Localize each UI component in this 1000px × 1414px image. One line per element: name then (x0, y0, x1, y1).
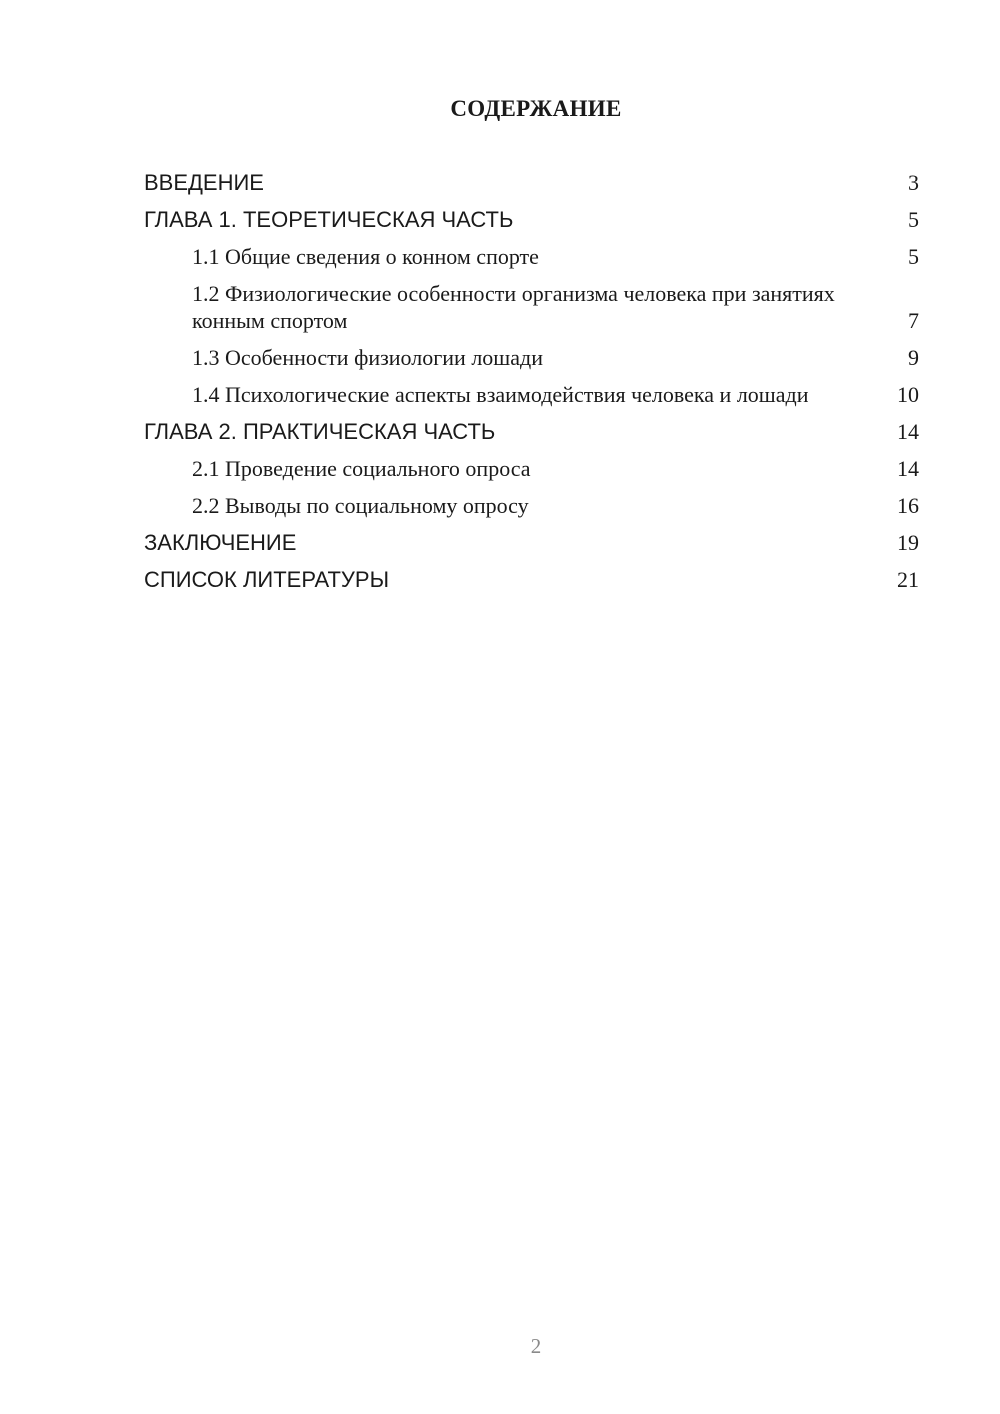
toc-entry-label: ГЛАВА 2. ПРАКТИЧЕСКАЯ ЧАСТЬ (144, 419, 496, 444)
toc-entry-page: 16 (897, 493, 919, 518)
toc-entry-page: 5 (908, 244, 919, 269)
toc-entry-label: 1.2 Физиологические особенности организма человека при занятиях конным спортом (192, 281, 835, 333)
toc-subentry[interactable] (144, 280, 919, 344)
toc-entry[interactable] (144, 169, 919, 206)
toc-entry-page: 14 (897, 456, 919, 481)
toc-entry-label: ЗАКЛЮЧЕНИЕ (144, 530, 297, 555)
toc-entry[interactable] (144, 566, 919, 603)
toc-entry-page: 14 (897, 419, 919, 444)
toc-entry[interactable] (144, 418, 919, 455)
toc-entry-label: ГЛАВА 1. ТЕОРЕТИЧЕСКАЯ ЧАСТЬ (144, 207, 514, 232)
toc-entry-page: 21 (897, 567, 919, 592)
toc-entry-page: 3 (908, 170, 919, 195)
page-title: СОДЕРЖАНИЕ (450, 96, 622, 121)
toc-subentry[interactable] (144, 243, 919, 280)
toc-entry-label: 1.3 Особенности физиологии лошади (192, 345, 543, 370)
toc-entry[interactable] (144, 529, 919, 566)
toc-subentry[interactable] (144, 381, 919, 418)
toc-entry-page: 7 (908, 308, 919, 333)
toc-subentry[interactable] (144, 492, 919, 529)
toc-entry-page: 10 (897, 382, 919, 407)
toc-entry-label: ВВЕДЕНИЕ (144, 170, 264, 195)
toc-entry-label: 2.2 Выводы по социальному опросу (192, 493, 529, 518)
toc-subentry[interactable] (144, 344, 919, 381)
toc-entry-label: 2.1 Проведение социального опроса (192, 456, 531, 481)
table-of-contents (144, 169, 919, 603)
toc-entry-page: 9 (908, 345, 919, 370)
page-number: 2 (530, 1334, 542, 1358)
toc-entry-page: 5 (908, 207, 919, 232)
toc-entry-label: 1.4 Психологические аспекты взаимодействия человека и лошади (192, 382, 809, 407)
toc-entry-label: СПИСОК ЛИТЕРАТУРЫ (144, 567, 390, 592)
toc-entry-label: 1.1 Общие сведения о конном спорте (192, 244, 539, 269)
toc-entry-page: 19 (897, 530, 919, 555)
toc-entry[interactable] (144, 206, 919, 243)
toc-subentry[interactable] (144, 455, 919, 492)
